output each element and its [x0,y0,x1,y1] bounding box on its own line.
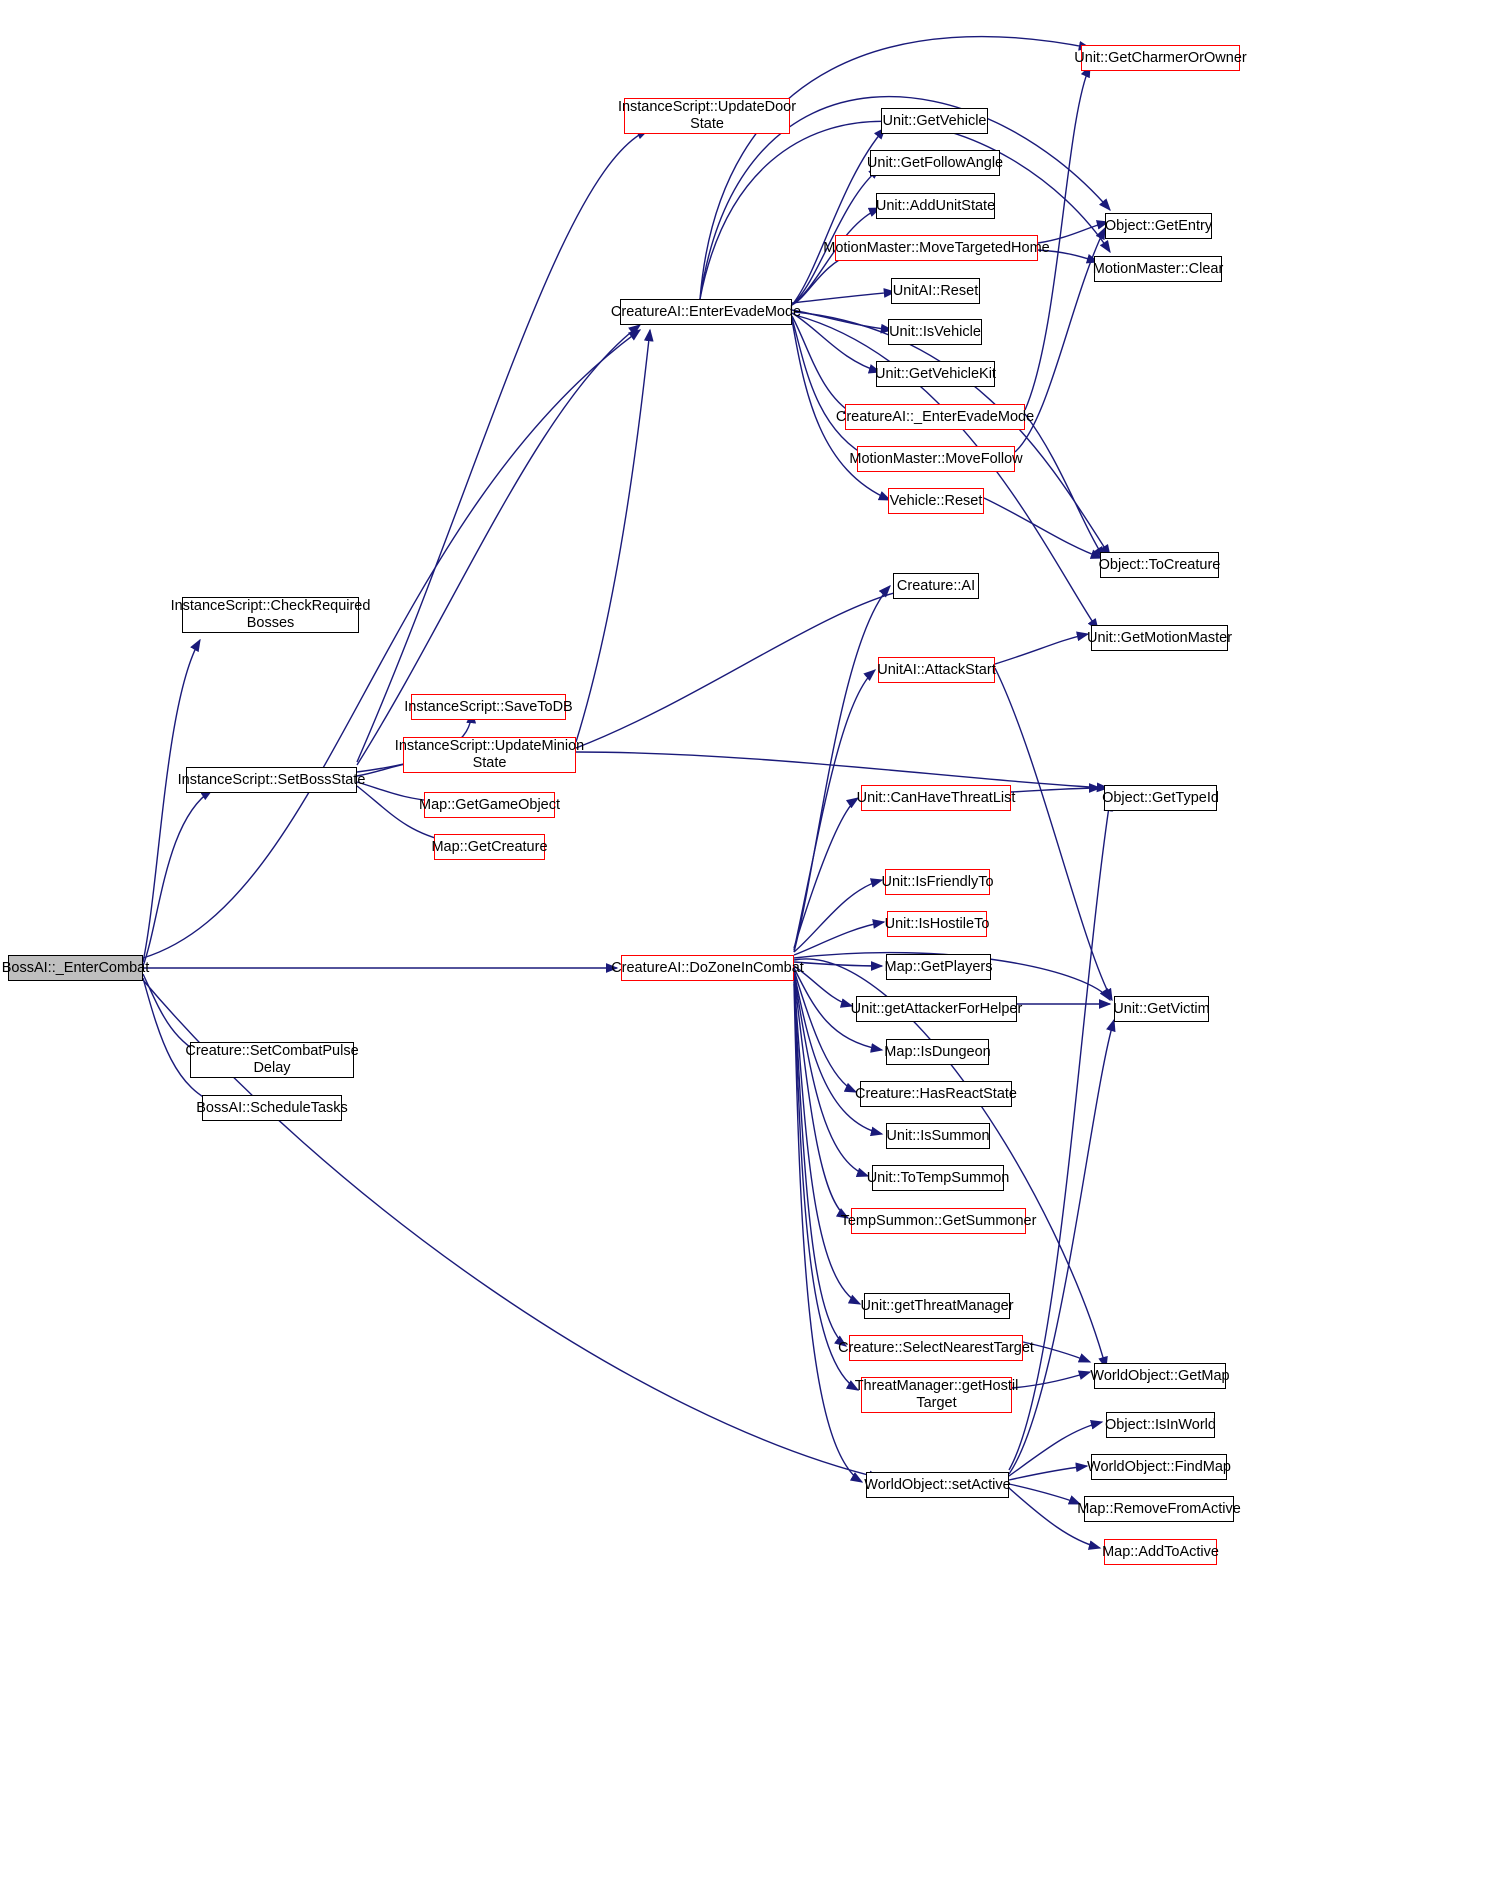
graph-node-creature-ai[interactable]: Creature::AI [893,573,979,599]
graph-node-unit-getvehiclekit[interactable]: Unit::GetVehicleKit [876,361,995,387]
graph-node-tempsummon-getsummoner[interactable]: TempSummon::GetSummoner [851,1208,1026,1234]
graph-node-object-gettypeid[interactable]: Object::GetTypeId [1104,785,1217,811]
graph-node-unit-getfollowangle[interactable]: Unit::GetFollowAngle [870,150,1000,176]
graph-node-instancescript-updatedoor-state[interactable]: InstanceScript::UpdateDoor State [617,99,797,132]
graph-node-object-isinworld[interactable]: Object::IsInWorld [1106,1412,1215,1438]
graph-node-worldobject-getmap[interactable]: WorldObject::GetMap [1094,1363,1226,1389]
graph-node-map-isdungeon[interactable]: Map::IsDungeon [886,1039,989,1065]
graph-node-worldobject-setactive[interactable]: WorldObject::setActive [866,1472,1009,1498]
graph-node-unit-totempsummon[interactable]: Unit::ToTempSummon [872,1165,1004,1191]
graph-node-creature-selectnearesttarget[interactable]: Creature::SelectNearestTarget [849,1335,1023,1361]
graph-node-threatmanager-gethostil-target[interactable]: ThreatManager::getHostil Target [854,1378,1019,1411]
graph-node-creatureai-dozoneincombat[interactable]: CreatureAI::DoZoneInCombat [621,955,794,981]
graph-node-instancescript-updateminion-state[interactable]: InstanceScript::UpdateMinion State [394,738,585,771]
graph-node-bossai-entercombat[interactable]: BossAI::_EnterCombat [8,955,143,981]
graph-node-unit-addunitstate[interactable]: Unit::AddUnitState [876,193,995,219]
graph-node-unit-isvehicle[interactable]: Unit::IsVehicle [888,319,982,345]
graph-node-unit-issummon[interactable]: Unit::IsSummon [886,1123,990,1149]
graph-node-unit-getvictim[interactable]: Unit::GetVictim [1114,996,1209,1022]
graph-node-creature-setcombatpulse-delay[interactable]: Creature::SetCombatPulse Delay [185,1043,359,1076]
graph-node-unitai-attackstart[interactable]: UnitAI::AttackStart [878,657,995,683]
graph-node-unit-getvehicle[interactable]: Unit::GetVehicle [881,108,988,134]
graph-node-map-removefromactive[interactable]: Map::RemoveFromActive [1084,1496,1234,1522]
graph-node-instancescript-checkrequired-bosses[interactable]: InstanceScript::CheckRequired Bosses [170,598,371,631]
graph-node-creatureai-enterevademode[interactable]: CreatureAI::_EnterEvadeMode [845,404,1025,430]
graph-node-creatureai-enterevademode[interactable]: CreatureAI::EnterEvadeMode [620,299,792,325]
graph-node-unit-canhavethreatlist[interactable]: Unit::CanHaveThreatList [861,785,1011,811]
graph-node-bossai-scheduletasks[interactable]: BossAI::ScheduleTasks [202,1095,342,1121]
graph-node-unit-getattackerforhelper[interactable]: Unit::getAttackerForHelper [856,996,1017,1022]
graph-node-instancescript-savetodb[interactable]: InstanceScript::SaveToDB [411,694,566,720]
graph-node-unit-isfriendlyto[interactable]: Unit::IsFriendlyTo [885,869,990,895]
graph-node-motionmaster-clear[interactable]: MotionMaster::Clear [1094,256,1222,282]
graph-node-map-addtoactive[interactable]: Map::AddToActive [1104,1539,1217,1565]
graph-node-vehicle-reset[interactable]: Vehicle::Reset [888,488,984,514]
graph-node-unit-getthreatmanager[interactable]: Unit::getThreatManager [864,1293,1010,1319]
graph-node-unit-ishostileto[interactable]: Unit::IsHostileTo [887,911,987,937]
graph-node-instancescript-setbossstate[interactable]: InstanceScript::SetBossState [186,767,357,793]
graph-node-worldobject-findmap[interactable]: WorldObject::FindMap [1091,1454,1227,1480]
graph-node-motionmaster-movefollow[interactable]: MotionMaster::MoveFollow [857,446,1015,472]
graph-node-motionmaster-movetargetedhome[interactable]: MotionMaster::MoveTargetedHome [835,235,1038,261]
graph-node-unit-getcharmerorowner[interactable]: Unit::GetCharmerOrOwner [1081,45,1240,71]
graph-node-creature-hasreactstate[interactable]: Creature::HasReactState [860,1081,1012,1107]
graph-node-map-getgameobject[interactable]: Map::GetGameObject [424,792,555,818]
graph-node-map-getplayers[interactable]: Map::GetPlayers [886,954,991,980]
graph-node-object-getentry[interactable]: Object::GetEntry [1105,213,1212,239]
graph-node-map-getcreature[interactable]: Map::GetCreature [434,834,545,860]
graph-node-unit-getmotionmaster[interactable]: Unit::GetMotionMaster [1091,625,1228,651]
graph-node-object-tocreature[interactable]: Object::ToCreature [1100,552,1219,578]
graph-node-unitai-reset[interactable]: UnitAI::Reset [891,278,980,304]
